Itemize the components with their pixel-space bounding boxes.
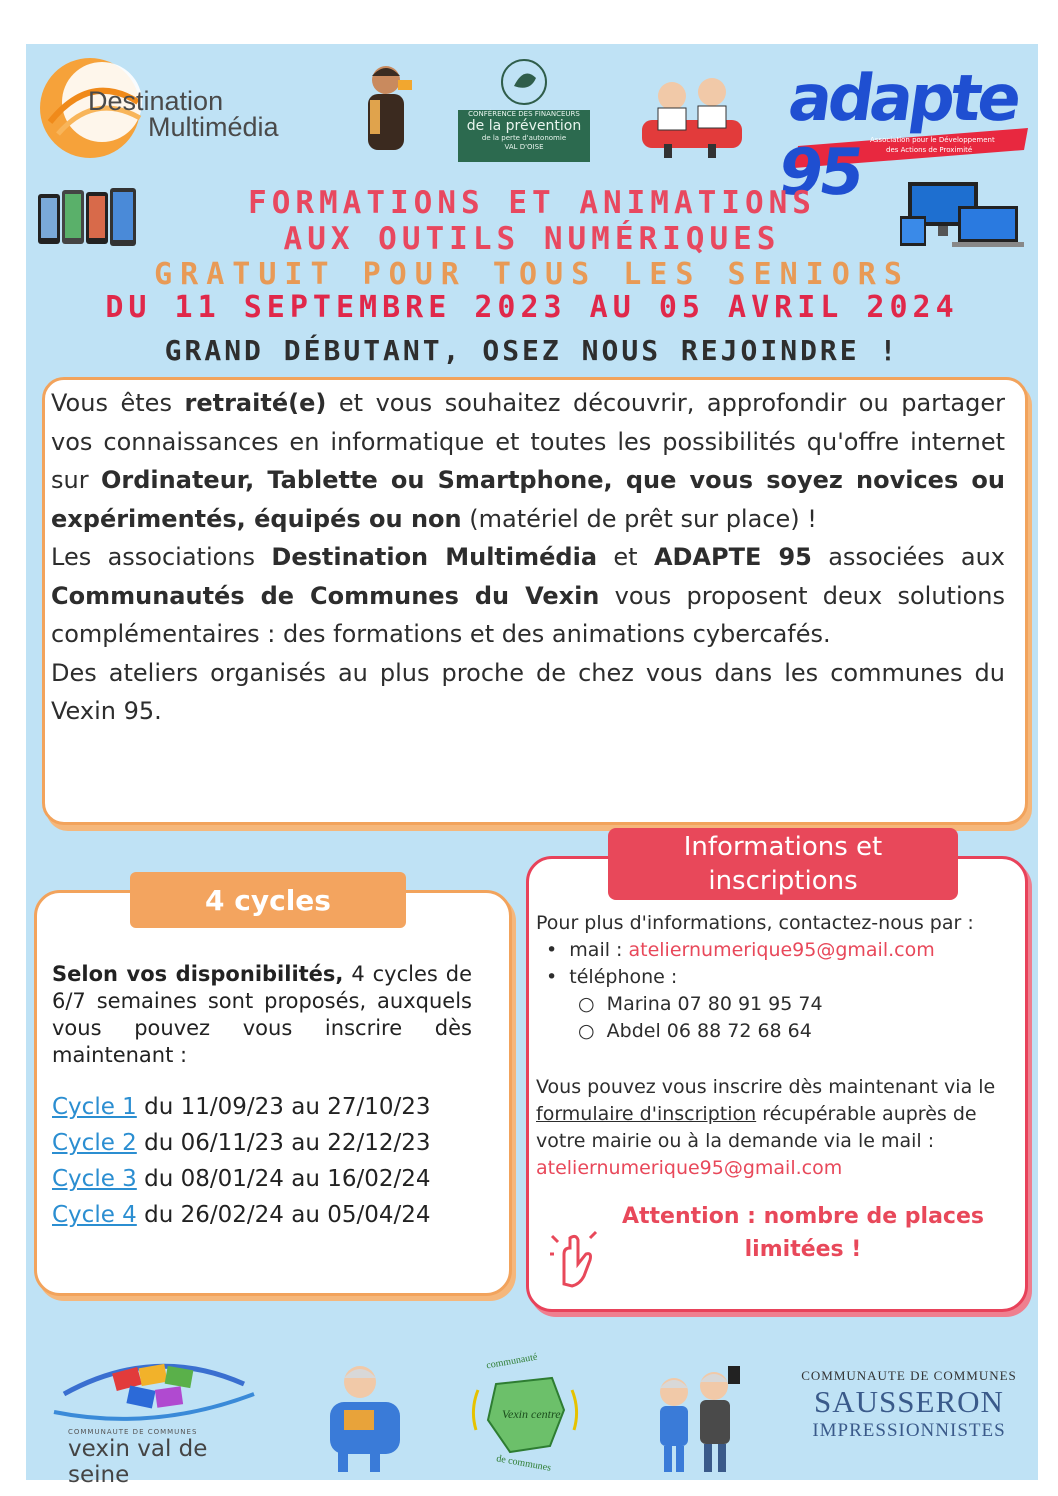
sau-logo-sub: IMPRESSIONNISTES [812, 1420, 1006, 1441]
destination-logo-line1: Destination [88, 86, 224, 116]
cycles-description: Selon vos disponibilités, 4 cycles de 6/7 semaines sont proposés, auxquels vous pouvez vous inscrire dès maintenant : [52, 962, 472, 1067]
cycles-header: 4 cycles [130, 872, 406, 928]
conference-logo-banner [458, 110, 590, 162]
cycle-row: Cycle 4 du 26/02/24 au 05/04/24 [52, 1202, 431, 1228]
vvs-logo-name: vexin val de seine [68, 1436, 208, 1488]
seniors-with-smartphone-illustration [644, 1362, 748, 1474]
cycle-1-link[interactable]: Cycle 1 [52, 1094, 137, 1120]
info-header: Informations et inscriptions [608, 828, 958, 900]
title-line-2: AUX OUTILS NUMÉRIQUES [283, 221, 781, 257]
register-email-link[interactable]: ateliernumerique95@gmail.com [536, 1157, 843, 1179]
colorful-wave-icon [44, 1354, 266, 1424]
title-line-5: GRAND DÉBUTANT, OSEZ NOUS REJOINDRE ! [164, 334, 900, 367]
info-phone-item: • téléphone : [546, 966, 678, 988]
conference-financeurs-logo [458, 56, 590, 164]
destination-multimedia-logo [30, 52, 330, 162]
conference-logo-line3: de la perte d'autonomie [481, 134, 567, 142]
conference-logo-line4: VAL D'OISE [504, 143, 544, 151]
vc-logo-top: communauté [485, 1351, 539, 1372]
rooster-icon [484, 56, 564, 108]
title-line-4: DU 11 SEPTEMBRE 2023 AU 05 AVRIL 2024 [105, 290, 959, 325]
cycle-3-link[interactable]: Cycle 3 [52, 1166, 137, 1192]
contact-email-link[interactable]: ateliernumerique95@gmail.com [628, 939, 935, 961]
vvs-logo-top: COMMUNAUTE DE COMMUNES [68, 1428, 198, 1436]
cycles-box [34, 890, 512, 1296]
sau-logo-name: SAUSSERON [814, 1384, 1004, 1419]
sau-logo-top: COMMUNAUTE DE COMMUNES [801, 1368, 1017, 1383]
cycle-2-link[interactable]: Cycle 2 [52, 1130, 137, 1156]
vexin-centre-logo [466, 1350, 584, 1480]
info-contact-abdel: ○ Abdel 06 88 72 68 64 [578, 1020, 812, 1042]
conference-logo-line2: de la prévention [466, 118, 582, 134]
cycle-row: Cycle 2 du 06/11/23 au 22/12/23 [52, 1130, 431, 1156]
vc-logo-bottom: de communes [495, 1453, 552, 1474]
registration-form-link[interactable]: formulaire d'inscription [536, 1103, 757, 1125]
intro-paragraph-1: Vous êtes retraité(e) et vous souhaitez découvrir, approfondir ou partager vos connaissances en informatique et toutes les possibilités qu'offre internet sur Ordinateur, Tablette ou Smartphone, que vous soyez novices ou expérimentés, équipés ou non (matériel de prêt sur place) ! [51, 389, 1006, 533]
adapte95-logo [773, 58, 1034, 210]
title-line-3: GRATUIT POUR TOUS LES SENIORS [154, 257, 910, 292]
flyer-sheet [26, 44, 1038, 1488]
sausseron-impressionnistes-logo [790, 1368, 1028, 1458]
cycle-row: Cycle 3 du 08/01/24 au 16/02/24 [52, 1166, 431, 1192]
info-register-text: Vous pouvez vous inscrire dès maintenant via le formulaire d'inscription récupérable auprès de votre mairie ou à la demande via le mail : ateliernumerique95@gmail.com [536, 1076, 996, 1179]
adapte95-logo-sub1: Association pour le Développement [870, 136, 995, 144]
senior-with-glasses-illustration [348, 60, 420, 156]
info-contact-intro: Pour plus d'informations, contactez-nous par : [536, 912, 974, 934]
seniors-reading-illustration [638, 70, 748, 160]
cycle-row: Cycle 1 du 11/09/23 au 27/10/23 [52, 1094, 431, 1120]
title-line-1: FORMATIONS ET ANIMATIONS [248, 185, 816, 221]
vexin-val-de-seine-logo [44, 1354, 266, 1488]
intro-box [42, 377, 1028, 825]
info-mail-item: • mail : ateliernumerique95@gmail.com [546, 939, 935, 961]
cycle-4-link[interactable]: Cycle 4 [52, 1202, 137, 1228]
conference-logo-line1: CONFÉRENCE DES FINANCEURS [468, 110, 580, 118]
attention-notice: Attention : nombre de places limitées ! [622, 1204, 984, 1262]
intro-paragraph-3: Des ateliers organisés au plus proche de chez vous dans les communes du Vexin 95. [51, 658, 1005, 725]
senior-with-laptop-illustration [310, 1362, 406, 1474]
adapte95-logo-sub2: des Actions de Proximité [886, 146, 973, 154]
raised-hand-icon [550, 1224, 598, 1292]
info-contact-marina: ○ Marina 07 80 91 95 74 [578, 993, 823, 1015]
vc-logo-mid: Vexin centre [502, 1407, 561, 1421]
adapte95-logo-text: adapte 95 [773, 62, 1023, 210]
destination-logo-line2: Multimédia [148, 112, 279, 142]
intro-paragraph-2: Les associations Destination Multimédia et ADAPTE 95 associées aux Communautés de Communes du Vexin vous proposent deux solutions complémentaires : des formations et des animations cybercafés. [51, 543, 1006, 648]
